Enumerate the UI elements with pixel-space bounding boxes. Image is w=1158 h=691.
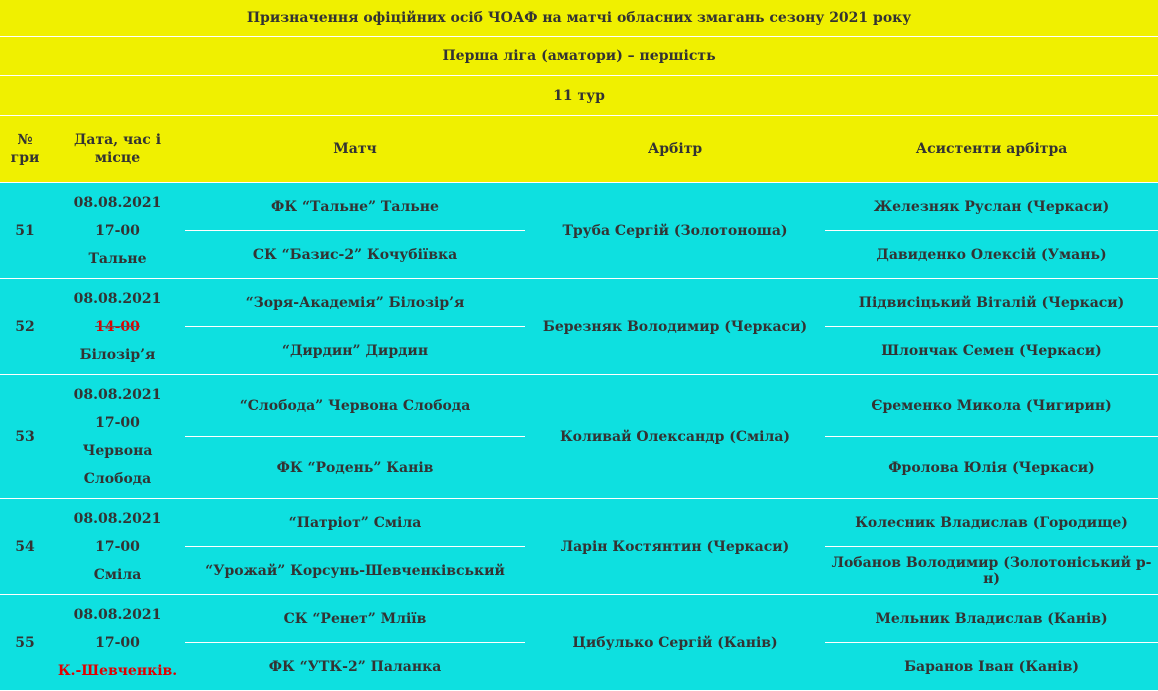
away-team: ФК “УТК-2” Паланка: [185, 643, 525, 691]
game-time: 14-00: [95, 318, 140, 335]
away-team: СК “Базис-2” Кочубіївка: [185, 231, 525, 279]
game-row: [0, 279, 1158, 327]
home-team: “Зоря-Академія” Білозір’я: [185, 279, 525, 327]
referee-name: Цибулько Сергій (Канів): [525, 595, 825, 691]
game-number: 54: [0, 499, 50, 595]
game-place: Білозір’я: [79, 346, 156, 363]
games-body: [0, 183, 1158, 691]
game-date-time-place: [50, 375, 185, 499]
game-time: 17-00: [95, 538, 140, 555]
col-header-assistants: Асистенти арбітра: [825, 116, 1158, 183]
game-date: 08.08.2021: [73, 194, 162, 211]
col-header-num-line1: №: [17, 132, 33, 148]
col-header-date: Дата, час і місце: [50, 116, 185, 183]
game-place: Червона: [82, 442, 153, 459]
game-time: 17-00: [95, 222, 140, 239]
assistant-2: Давиденко Олексій (Умань): [825, 231, 1158, 279]
game-date: 08.08.2021: [73, 386, 162, 403]
assistant-2: Лобанов Володимир (Золотоніський р-н): [825, 547, 1158, 595]
game-place: Тальне: [88, 250, 147, 267]
referee-name: Березняк Володимир (Черкаси): [525, 279, 825, 375]
game-place: К.-Шевченків.: [57, 662, 178, 679]
col-header-match: Матч: [185, 116, 525, 183]
assistant-1: Железняк Руслан (Черкаси): [825, 183, 1158, 231]
away-team: “Дирдин” Дирдин: [185, 327, 525, 375]
game-number: 53: [0, 375, 50, 499]
game-date: 08.08.2021: [73, 606, 162, 623]
game-row: [0, 375, 1158, 437]
assistant-2: Фролова Юлія (Черкаси): [825, 437, 1158, 499]
referee-name: Труба Сергій (Золотоноша): [525, 183, 825, 279]
away-team: ФК “Родень” Канів: [185, 437, 525, 499]
col-header-num: [0, 116, 50, 183]
game-date: 08.08.2021: [73, 290, 162, 307]
home-team: ФК “Тальне” Тальне: [185, 183, 525, 231]
column-header-row: [0, 116, 1158, 183]
assistant-2: Шлончак Семен (Черкаси): [825, 327, 1158, 375]
home-team: “Патріот” Сміла: [185, 499, 525, 547]
home-team: СК “Ренет” Мліїв: [185, 595, 525, 643]
game-time: 17-00: [95, 414, 140, 431]
game-number: 55: [0, 595, 50, 691]
assistant-1: Підвисіцький Віталій (Черкаси): [825, 279, 1158, 327]
page-title: Призначення офіційних осіб ЧОАФ на матчі обласних змагань сезону 2021 року: [0, 0, 1158, 37]
col-header-num-line2: гри: [10, 150, 40, 166]
game-date: 08.08.2021: [73, 510, 162, 527]
assistant-1: Єременко Микола (Чигирин): [825, 375, 1158, 437]
game-place: Слобода: [83, 470, 152, 487]
game-number: 51: [0, 183, 50, 279]
game-date-time-place: [50, 279, 185, 375]
game-place: Сміла: [93, 566, 142, 583]
game-number: 52: [0, 279, 50, 375]
game-time: 17-00: [95, 634, 140, 651]
league-name: Перша ліга (аматори) – першість: [0, 37, 1158, 76]
game-date-time-place: [50, 595, 185, 691]
game-row: [0, 183, 1158, 231]
game-row: [0, 595, 1158, 643]
game-row: [0, 499, 1158, 547]
assistant-1: Колесник Владислав (Городище): [825, 499, 1158, 547]
home-team: “Слобода” Червона Слобода: [185, 375, 525, 437]
referee-name: Коливай Олександр (Сміла): [525, 375, 825, 499]
col-header-referee: Арбітр: [525, 116, 825, 183]
assistant-2: Баранов Іван (Канів): [825, 643, 1158, 691]
round-label: 11 тур: [0, 76, 1158, 116]
game-date-time-place: [50, 183, 185, 279]
game-date-time-place: [50, 499, 185, 595]
referee-name: Ларін Костянтин (Черкаси): [525, 499, 825, 595]
away-team: “Урожай” Корсунь-Шевченківський: [185, 547, 525, 595]
assistant-1: Мельник Владислав (Канів): [825, 595, 1158, 643]
